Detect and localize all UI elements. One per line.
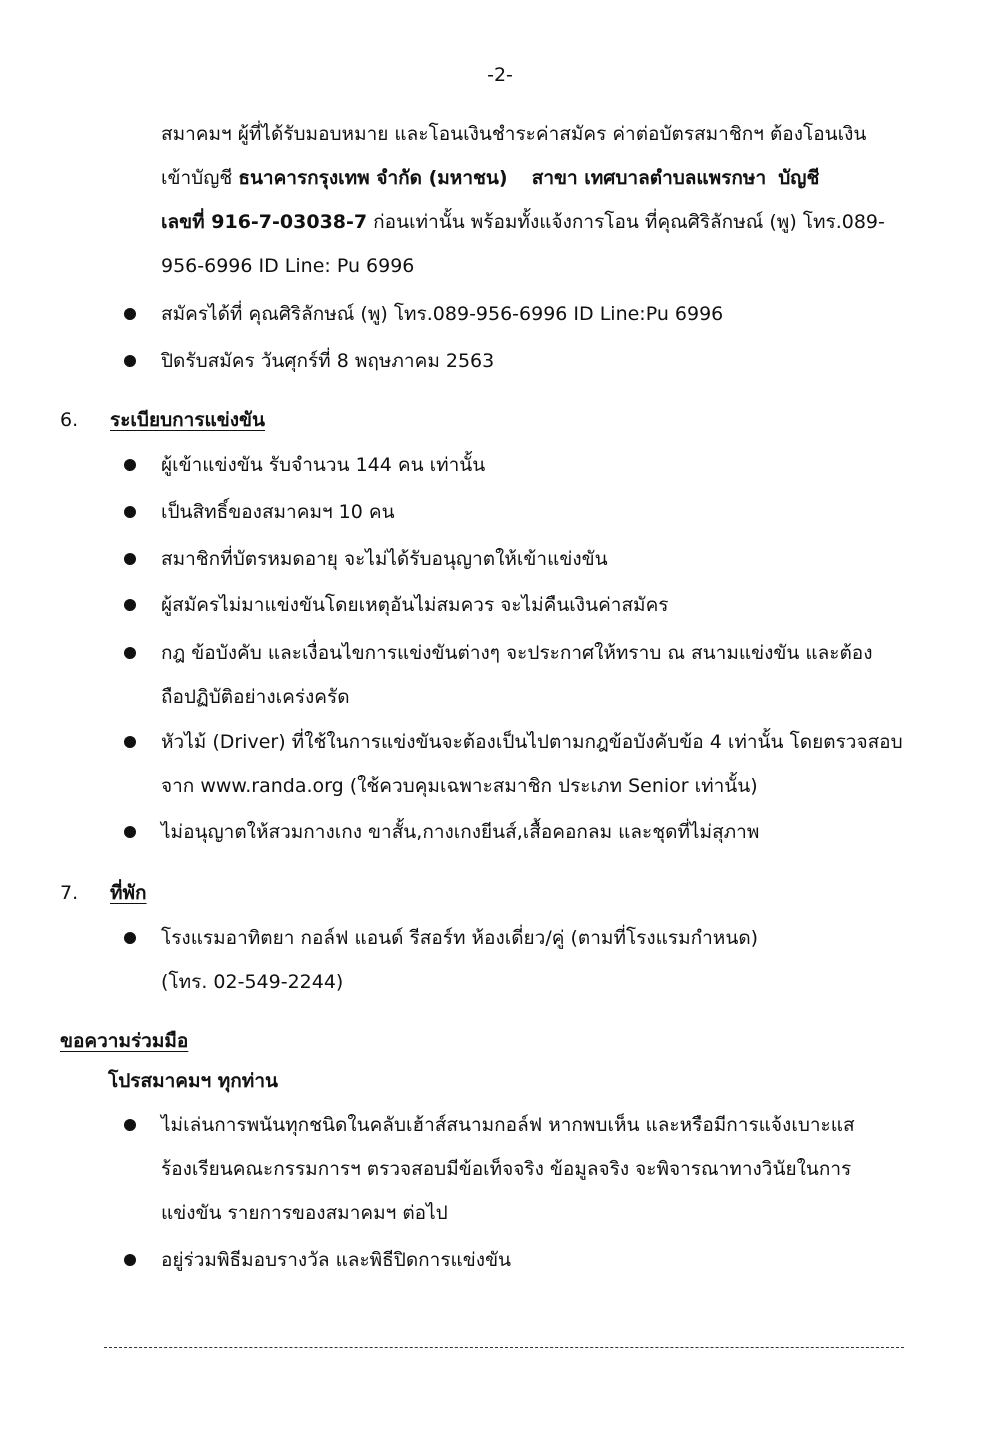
bullet-icon [124, 1119, 136, 1131]
bullet-icon [124, 932, 136, 944]
bullet-icon [124, 553, 136, 565]
bullet-icon [124, 826, 136, 838]
bank-name: ธนาคารกรุงเทพ จำกัด (มหาชน) [238, 167, 508, 189]
section-7-heading [60, 871, 147, 915]
section-number: 6. [60, 409, 79, 431]
footer-divider [104, 1347, 904, 1348]
bullet-text: ผู้สมัครไม่มาแข่งขันโดยเหตุอันไม่สมควร จะไม่คืนเงินค่าสมัคร [161, 594, 669, 616]
bullet-text: ร้องเรียนคณะกรรมการฯ ตรวจสอบมีข้อเท็จจริง ข้อมูลจริง จะพิจารณาทางวินัยในการ [161, 1158, 852, 1180]
account-number: เลขที่ 916-7-03038-7 [161, 211, 368, 233]
section-6-heading [60, 398, 265, 442]
section-number: 7. [60, 882, 79, 904]
bullet-icon [124, 647, 136, 659]
account-prefix: เข้าบัญชี [161, 167, 239, 189]
bullet-icon [124, 308, 136, 320]
bullet-text: หัวไม้ (Driver) ที่ใช้ในการแข่งขันจะต้องเป็นไปตามกฎข้อบังคับข้อ 4 เท่านั้น โดยตรวจสอบ [161, 731, 903, 753]
bullet-icon [124, 736, 136, 748]
bullet-icon [124, 506, 136, 518]
bullet-text: สมัครได้ที่ คุณศิริลักษณ์ (พู) โทร.089-956-6996 ID Line:Pu 6996 [161, 303, 724, 325]
bullet-text: แข่งขัน รายการของสมาคมฯ ต่อไป [161, 1202, 448, 1224]
bullet-icon [124, 599, 136, 611]
bullet-text: ปิดรับสมัคร วันศุกร์ที่ 8 พฤษภาคม 2563 [161, 350, 495, 372]
bullet-icon [124, 355, 136, 367]
payment-line-2 [161, 156, 951, 200]
bullet-text: ผู้เข้าแข่งขัน รับจำนวน 144 คน เท่านั้น [161, 454, 486, 476]
bullet-text: สมาชิกที่บัตรหมดอายุ จะไม่ได้รับอนุญาตให้เข้าแข่งขัน [161, 548, 608, 570]
payment-contact: ก่อนเท่านั้น พร้อมทั้งแจ้งการโอน ที่คุณศิริลักษณ์ (พู) โทร.089- [367, 211, 885, 233]
bullet-text: ถือปฏิบัติอย่างเคร่งครัด [161, 686, 350, 708]
bullet-text: โรงแรมอาทิตยา กอล์ฟ แอนด์ รีสอร์ท ห้องเดี่ยว/คู่ (ตามที่โรงแรมกำหนด) [161, 927, 759, 949]
payment-line-1: สมาคมฯ ผู้ที่ได้รับมอบหมาย และโอนเงินชำระค่าสมัคร ค่าต่อบัตรสมาชิกฯ ต้องโอนเงิน [161, 123, 867, 145]
bullet-text: เป็นสิทธิ์ของสมาคมฯ 10 คน [161, 501, 395, 523]
payment-line-4: 956-6996 ID Line: Pu 6996 [161, 255, 415, 277]
bullet-text: อยู่ร่วมพิธีมอบรางวัล และพิธีปิดการแข่งขัน [161, 1249, 512, 1271]
bank-branch: สาขา เทศบาลตำบลแพรกษา [531, 167, 767, 189]
section-title: ที่พัก [110, 882, 147, 904]
payment-line-3 [161, 200, 951, 244]
payment-paragraph [161, 112, 951, 288]
bullet-text: (โทร. 02-549-2244) [161, 971, 344, 993]
cooperation-heading: ขอความร่วมมือ [60, 1030, 189, 1052]
bullet-icon [124, 459, 136, 471]
section-title: ระเบียบการแข่งขัน [110, 409, 266, 431]
account-label: บัญชี [778, 167, 820, 189]
cooperation-subheading: โปรสมาคมฯ ทุกท่าน [108, 1070, 278, 1092]
page-number: -2- [487, 64, 513, 86]
bullet-text: กฎ ข้อบังคับ และเงื่อนไขการแข่งขันต่างๆ จะประกาศให้ทราบ ณ สนามแข่งขัน และต้อง [161, 642, 873, 664]
bullet-text: ไม่เล่นการพนันทุกชนิดในคลับเฮ้าส์สนามกอล์ฟ หากพบเห็น และหรือมีการแจ้งเบาะแส [161, 1114, 855, 1136]
bullet-text: จาก www.randa.org (ใช้ควบคุมเฉพาะสมาชิก ประเภท Senior เท่านั้น) [161, 775, 758, 797]
bullet-icon [124, 1254, 136, 1266]
bullet-text: ไม่อนุญาตให้สวมกางเกง ขาสั้น,กางเกงยีนส์,เสื้อคอกลม และชุดที่ไม่สุภาพ [161, 821, 760, 843]
